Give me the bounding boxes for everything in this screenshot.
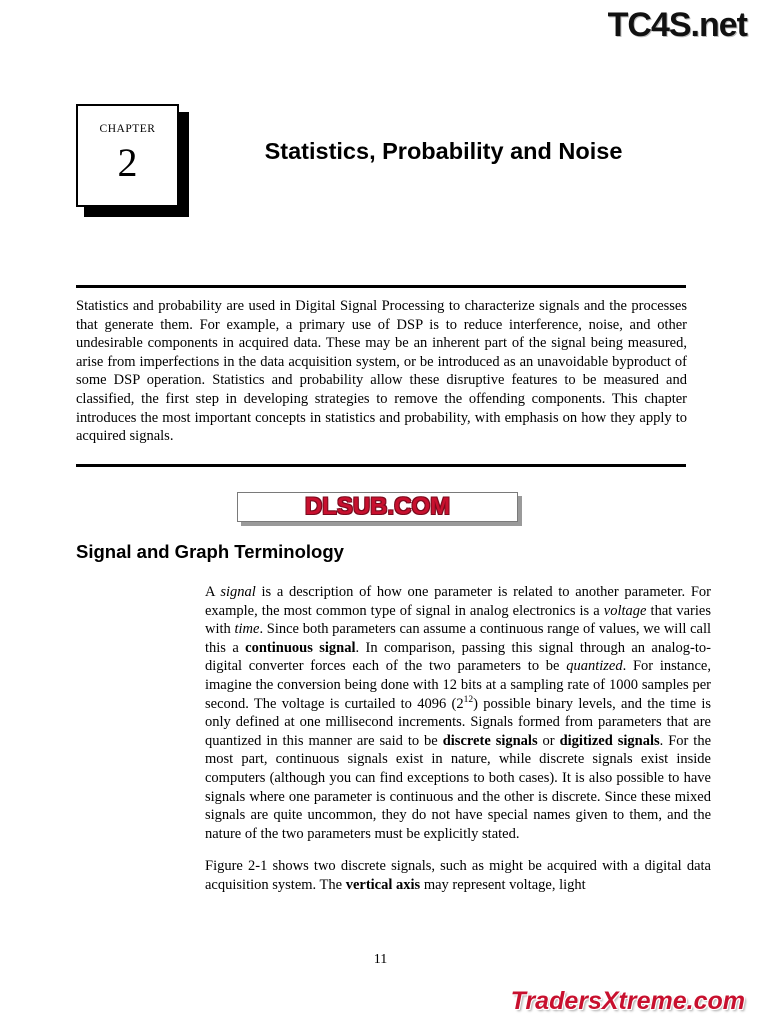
watermark-middle <box>237 492 522 526</box>
watermark-bottom-right: TradersXtreme.com <box>510 987 745 1015</box>
watermark-top-right: TC4S.net <box>607 6 747 44</box>
chapter-number: 2 <box>117 140 138 185</box>
body-paragraph-1 <box>205 583 711 843</box>
section-heading: Signal and Graph Terminology <box>76 541 344 562</box>
text-run: A <box>205 584 221 600</box>
page-title: Statistics, Probability and Noise <box>264 138 623 164</box>
text-run: that varies with <box>205 602 711 638</box>
emphasis-voltage: voltage <box>603 602 647 619</box>
chapter-header <box>76 104 686 224</box>
superscript-exponent: 12 <box>463 694 474 705</box>
text-run: . Since both parameters can assume a continuous range of values, we will call this a <box>205 621 712 656</box>
intro-paragraph: Statistics and probability are used in Digital Signal Processing to characterize signals and the processes that generate them. For example, a primary use of DSP is to reduce interference, noise, and other undesirable components in acquired data. These may be an inherent part of the signal being measured, arise from imperfections in the data acquisition system, or be introduced as an unavoidable byproduct of some DSP operation. Statistics and probability allow these disruptive features to be measured and classified, the first step in developing strategies to remove the offending components. This chapter introduces the most important concepts in statistics and probability, with emphasis on how they apply to acquired signals. <box>76 298 687 445</box>
emphasis-quantized: quantized <box>566 658 623 675</box>
text-run: or <box>537 732 560 749</box>
text-run: ) possible binary levels, and the time is only defined at one millisecond increments. Signals formed from parameters that are quantized in this manner are said to be <box>205 695 711 749</box>
term-continuous-signal: continuous signal <box>245 639 356 656</box>
term-digitized-signals: digitized signals <box>559 732 660 749</box>
text-run: . In comparison, passing this signal through an analog-to-digital converter forces each of the two parameters to be <box>205 639 711 675</box>
text-run: may represent voltage, light <box>420 876 586 893</box>
emphasis-time: time <box>234 621 260 638</box>
chapter-box <box>76 104 179 207</box>
divider-bottom <box>76 464 686 467</box>
body-text-column <box>205 583 711 895</box>
divider-top <box>76 285 686 288</box>
page-number: 11 <box>373 952 388 967</box>
term-discrete-signals: discrete signals <box>442 732 538 749</box>
chapter-label: CHAPTER <box>99 123 156 135</box>
body-paragraph-2 <box>205 857 711 894</box>
text-run: . For the most part, continuous signals exist in nature, while discrete signals exist inside computers (although you can find exceptions to both cases). It is also possible to have signals where one parameter is continuous and the other is discrete. Since these mixed signals are quite uncommon, they do not have special names given to them, and the nature of the two parameters must be explicitly stated. <box>205 732 712 842</box>
text-run: is a description of how one parameter is related to another parameter. For example, the most common type of signal in analog electronics is a <box>205 584 711 619</box>
emphasis-signal: signal <box>220 584 256 600</box>
watermark-middle-plate <box>237 492 518 522</box>
watermark-middle-text: DLSUB.COM <box>304 493 451 520</box>
text-run: Figure 2-1 shows two discrete signals, such as might be acquired with a digital data acquisition system. The <box>205 858 711 893</box>
text-run: . For instance, imagine the conversion being done with 12 bits at a sampling rate of 1000 samples per second. The voltage is curtailed to 4096 (2 <box>205 658 711 712</box>
term-vertical-axis: vertical axis <box>345 876 421 893</box>
